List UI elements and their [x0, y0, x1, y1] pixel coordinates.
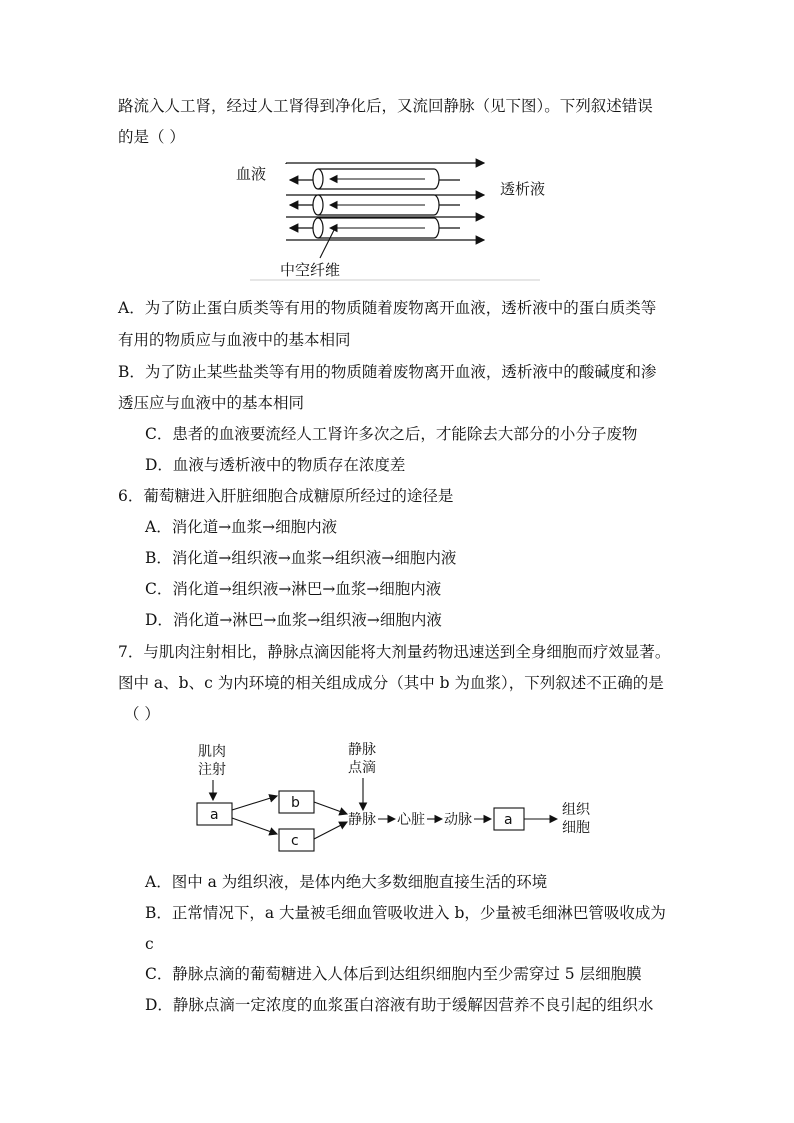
arrow-b-to-vein: [314, 802, 347, 814]
q6-option-a: A．消化道→血浆→细胞内液: [145, 518, 338, 536]
q7-option-b-line1: B．正常情况下，a 大量被毛细血管吸收进入 b，少量被毛细淋巴管吸收成为: [145, 904, 666, 922]
label-iv-drip-bottom: 点滴: [348, 760, 376, 776]
label-heart: 心脏: [397, 812, 425, 828]
q6-option-b: B．消化道→组织液→血浆→组织液→细胞内液: [145, 549, 457, 567]
box-b-label: b: [291, 795, 300, 811]
q7-option-b-line2: c: [145, 935, 154, 953]
label-blood: 血液: [236, 165, 267, 183]
arrow-a-to-b: [232, 796, 277, 810]
label-intramuscular-top: 肌肉: [198, 744, 226, 760]
q5-option-b-line2: 透压应与血液中的基本相同: [118, 394, 305, 412]
q7-stem-line3: （ ）: [124, 705, 160, 723]
label-tissue-top: 组织: [562, 802, 590, 818]
q5-option-d: D．血液与透析液中的物质存在浓度差: [145, 456, 406, 474]
dialysis-figure: [230, 150, 560, 289]
label-intramuscular-bottom: 注射: [198, 762, 226, 778]
box-a-right-label: a: [504, 812, 513, 828]
q5-option-a-line2: 有用的物质应与血液中的基本相同: [118, 331, 351, 349]
label-iv-drip-top: 静脉: [348, 742, 376, 758]
label-artery: 动脉: [444, 812, 472, 828]
box-c-label: c: [291, 833, 299, 849]
q5-option-a-line1: A．为了防止蛋白质类等有用的物质随着废物离开血液，透析液中的蛋白质类等: [118, 299, 657, 317]
q6-stem: 6．葡萄糖进入肝脏细胞合成糖原所经过的途径是: [118, 487, 454, 505]
q7-option-c: C．静脉点滴的葡萄糖进入人体后到达组织细胞内至少需穿过 5 层细胞膜: [145, 965, 642, 983]
q5-stem-line2: 的是（ ）: [118, 128, 185, 146]
label-hollow-fiber: 中空纤维: [280, 261, 341, 279]
arrow-a-to-c: [232, 818, 277, 834]
q5-option-b-line1: B．为了防止某些盐类等有用的物质随着废物离开血液，透析液中的酸碱度和渗: [118, 363, 657, 381]
q6-option-d: D．消化道→淋巴→血浆→组织液→细胞内液: [145, 611, 442, 629]
q7-stem-line1: 7．与肌肉注射相比，静脉点滴因能将大剂量药物迅速送到全身细胞而疗效显著。: [118, 643, 671, 661]
q5-stem-line1: 路流入人工肾，经过人工肾得到净化后，又流回静脉（见下图）。下列叙述错误: [118, 97, 653, 115]
label-tissue-bottom: 细胞: [562, 820, 590, 836]
label-dialysate: 透析液: [500, 180, 546, 198]
label-vein: 静脉: [348, 812, 376, 828]
q7-option-a: A．图中 a 为组织液，是体内绝大多数细胞直接生活的环境: [145, 873, 548, 891]
q5-option-c: C．患者的血液要流经人工肾许多次之后，才能除去大部分的小分子废物: [145, 425, 638, 443]
q7-stem-line2: 图中 a、b、c 为内环境的相关组成成分（其中 b 为血浆），下列叙述不正确的是: [118, 674, 664, 692]
q7-option-d: D．静脉点滴一定浓度的血浆蛋白溶液有助于缓解因营养不良引起的组织水: [145, 996, 654, 1014]
arrow-c-to-vein: [314, 822, 347, 839]
flow-diagram: [185, 740, 615, 869]
box-a-left-label: a: [210, 807, 219, 823]
q6-option-c: C．消化道→组织液→淋巴→血浆→细胞内液: [145, 580, 442, 598]
